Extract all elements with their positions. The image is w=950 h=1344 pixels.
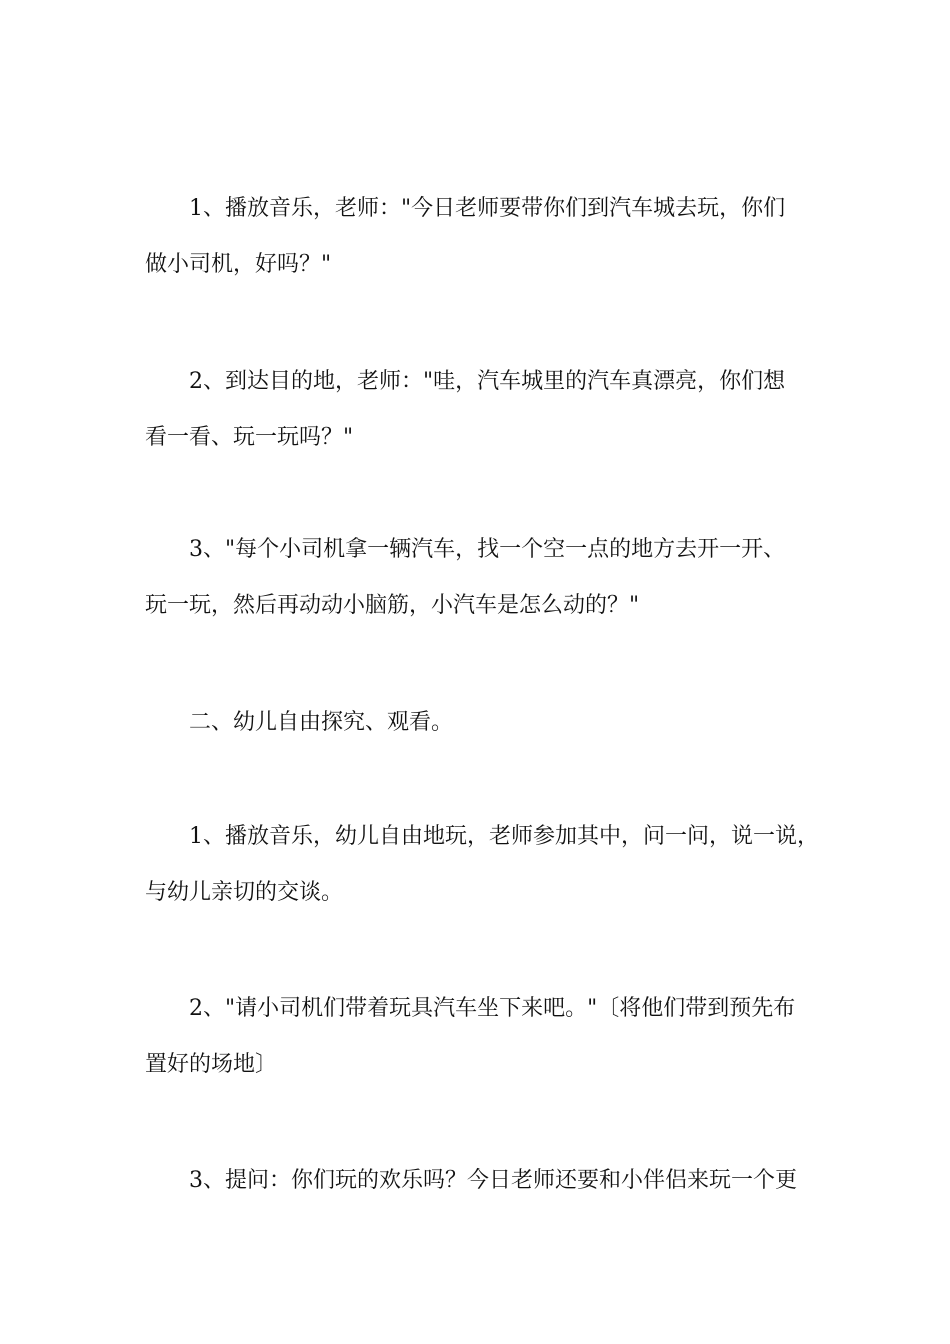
paragraph-line: 玩一玩，然后再动动小脑筋，小汽车是怎么动的？"	[145, 593, 640, 618]
paragraph-1	[145, 181, 835, 293]
paragraph-line: 做小司机，好吗？"	[145, 252, 332, 277]
paragraph-line: 看一看、玩一玩吗？"	[145, 425, 354, 450]
paragraph-4	[145, 809, 835, 921]
paragraph-line: 与幼儿亲切的交谈。	[145, 880, 344, 905]
paragraph-3	[145, 522, 835, 634]
paragraph-2	[145, 354, 835, 466]
paragraph-line: 2、到达目的地，老师："哇，汽车城里的汽车真漂亮，你们想	[189, 369, 786, 394]
paragraph-line: 2、"请小司机们带着玩具汽车坐下来吧。"〔将他们带到预先布	[189, 996, 796, 1021]
heading-line: 二、幼儿自由探究、观看。	[189, 710, 454, 735]
paragraph-5	[145, 981, 835, 1093]
paragraph-6	[145, 1153, 835, 1209]
paragraph-line: 置好的场地〕	[145, 1052, 278, 1077]
paragraph-line: 3、"每个小司机拿一辆汽车，找一个空一点的地方去开一开、	[189, 537, 786, 562]
paragraph-line: 3、提问：你们玩的欢乐吗？今日老师还要和小伴侣来玩一个更	[189, 1168, 797, 1193]
section-heading	[145, 695, 835, 751]
paragraph-line: 1、播放音乐，幼儿自由地玩，老师参加其中，问一问，说一说，	[189, 824, 819, 849]
paragraph-line: 1、播放音乐，老师："今日老师要带你们到汽车城去玩，你们	[189, 196, 786, 221]
